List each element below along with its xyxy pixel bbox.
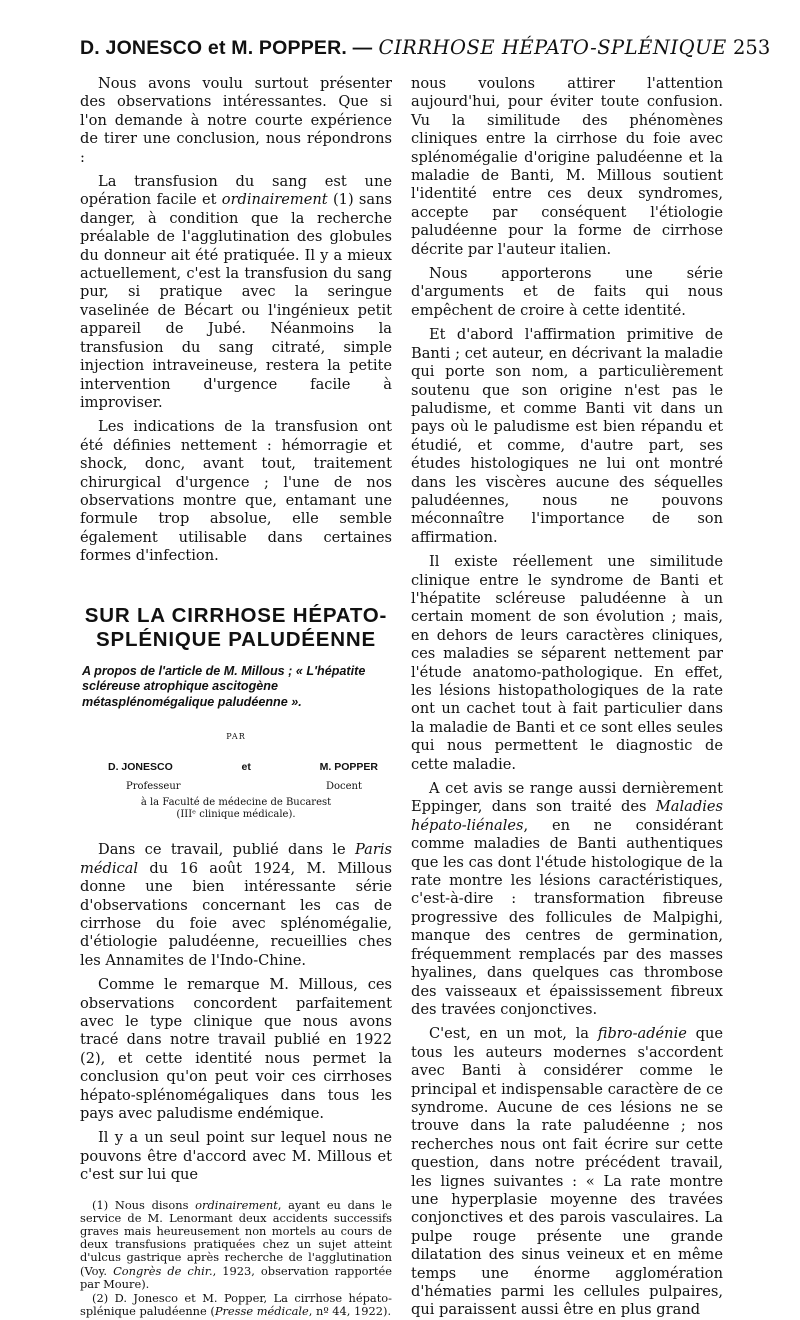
running-header <box>80 36 771 60</box>
paragraph: La transfusion du sang est une opération facile et ordinairement (1) sans danger, à condition que la recherche préalable de l'agglutination des globules du donneur ait été pratiquée. Il y a mieux actuellement, c'est la transfusion du sang pur, si pratique avec la seringue vaselinée de Bécart ou l'ingénieux petit appareil de Jubé. Néanmoins la transfusion du sang citraté, simple injection intraveineuse, restera la petite intervention d'urgence facile à improviser. <box>80 173 393 411</box>
paragraph: Dans ce travail, publié dans le Paris médical du 16 août 1924, M. Millous donne une bien intéressante série d'observations concernant les cas de cirrhose du foie avec splénomégalie, d'étiologie paludéenne, recueillies ches les Annamites de l'Indo-Chine. <box>80 841 392 969</box>
paragraph: Et d'abord l'affirmation primitive de Banti ; cet auteur, en décrivant la maladie qui porte son nom, a particulièrement soutenu que son origine n'est pas le paludisme, et comme Banti vit dans un pays où le paludisme est bien répandu et étudié, et comme, d'autre part, ses études histologiques ne lui ont montré dans les viscères aucune des séquelles paludéennes, nous ne pouvons méconnaître l'importance de son affirmation. <box>411 326 723 546</box>
byline-et: et <box>241 761 251 774</box>
left-column <box>80 75 392 1318</box>
right-column <box>411 75 723 1320</box>
header-authors: D. JONESCO et M. POPPER. — <box>80 37 373 59</box>
byline-roles <box>80 778 392 796</box>
paragraph: Nous apporterons une série d'arguments et de faits qui nous empêchent de croire à cette identité. <box>411 265 723 319</box>
footnotes <box>80 1199 392 1319</box>
header-title: CIRRHOSE HÉPATO-SPLÉNIQUE <box>378 36 727 59</box>
page-number: 253 <box>733 36 771 59</box>
footnote: (2) D. Jonesco et M. Popper, La cirrhose hépato-splénique paludéenne (Presse médicale, nº 44, 1922). <box>80 1291 392 1319</box>
affiliation: à la Faculté de médecine de Bucarest (IIIᵉ clinique médicale). <box>140 797 332 821</box>
paragraph: Comme le remarque M. Millous, ces observations concordent parfaitement avec le type clinique que nous avons tracé dans notre travail publié en 1922 (2), et cette identité nous permet la conclusion qu'on peut voir ces cirrhoses hépato-splénomégaliques dans tous les pays avec paludisme endémique. <box>80 976 392 1122</box>
author-1: D. JONESCO <box>108 761 173 774</box>
paragraph: Il y a un seul point sur lequel nous ne pouvons être d'accord avec M. Millous et c'est sur lui que <box>80 1129 392 1184</box>
author-2: M. POPPER <box>319 761 378 774</box>
footnote: (1) Nous disons ordinairement, ayant eu dans le service de M. Lenormant deux accidents successifs graves mais heureusement non mortels au cours de deux transfusions pratiquées chez un sujet atteint d'ulcus gastrique après recherche de l'agglutination (Voy. Congrès de chir., 1923, observation rapportée par Moure). <box>80 1197 393 1291</box>
author-1-role: Professeur <box>126 780 181 792</box>
paragraph: A cet avis se range aussi dernièrement Eppinger, dans son traité des Maladies hépato-liénales, en ne considérant comme maladies de Banti authentiques que les cas dont l'étude histologique de la rate montre les lésions caractéristiques, c'est-à-dire : transformation fibreuse progressive des follicules de Malpighi, manque des centres de germination, fréquemment remplacés par des masses hyalines, dans quelques cas thrombose des vaisseaux et épaississement fibreux des travées conjonctives. <box>411 780 723 1018</box>
byline-par: PAR <box>226 732 246 742</box>
paragraph: nous voulons attirer l'attention aujourd'hui, pour éviter toute confusion. Vu la similitude des phénomènes cliniques entre la cirrhose du foie avec splénomégalie d'origine paludéenne et la maladie de Banti, M. Millous soutient l'identité entre ces deux syndromes, accepte par conséquent l'étiologie paludéenne pour la forme de cirrhose décrite par l'auteur italien. <box>411 75 723 258</box>
paragraph: C'est, en un mot, la fibro-adénie que tous les auteurs modernes s'accordent avec Banti à considérer comme le principal et indispensable caractère de ce syndrome. Aucune de ces lésions ne se trouve dans la rate paludéenne ; nos recherches nous ont fait écrire sur cette question, dans notre précédent travail, les lignes suivantes : « La rate montre une hyperplasie moyenne des travées conjonctives et des parois vasculaires. La pulpe rouge présente une grande dilatation des sinus veineux et en même temps une énorme agglomération d'hématies parmi les cellules pulpaires, qui paraissent aussi être en plus grand <box>411 1025 723 1319</box>
article-title: SUR LA CIRRHOSE HÉPATO- SPLÉNIQUE PALUDÉENNE <box>84 603 388 651</box>
paragraph: Les indications de la transfusion ont été définies nettement : hémorragie et shock, donc, avant tout, traitement chirurgical d'urgence ; l'une de nos observations montre que, entamant une formule trop absolue, elle semble également utilisable dans certaines formes d'infection. <box>80 418 392 565</box>
paragraph: Il existe réellement une similitude clinique entre le syndrome de Banti et l'hépatite scléreuse paludéenne à un certain moment de son évolution ; mais, en dehors de leurs caractères cliniques, ces maladies se séparent nettement par l'étude anatomo-pathologique. En effet, les lésions histopathologiques de la rate ont un cachet tout à fait particulier dans la maladie de Banti et ce sont elles seules qui nous permettent le diagnostic de cette maladie. <box>411 553 723 773</box>
byline-authors <box>80 758 392 776</box>
paragraph: Nous avons voulu surtout présenter des observations intéressantes. Que si l'on demande à notre courte expérience de tirer une conclusion, nous répondrons : <box>80 75 392 166</box>
article-subtitle: A propos de l'article de M. Millous ; « L'hépatite scléreuse atrophique ascitogène métasplénomégalique paludéenne ». <box>82 663 366 709</box>
author-2-role: Docent <box>325 780 362 792</box>
